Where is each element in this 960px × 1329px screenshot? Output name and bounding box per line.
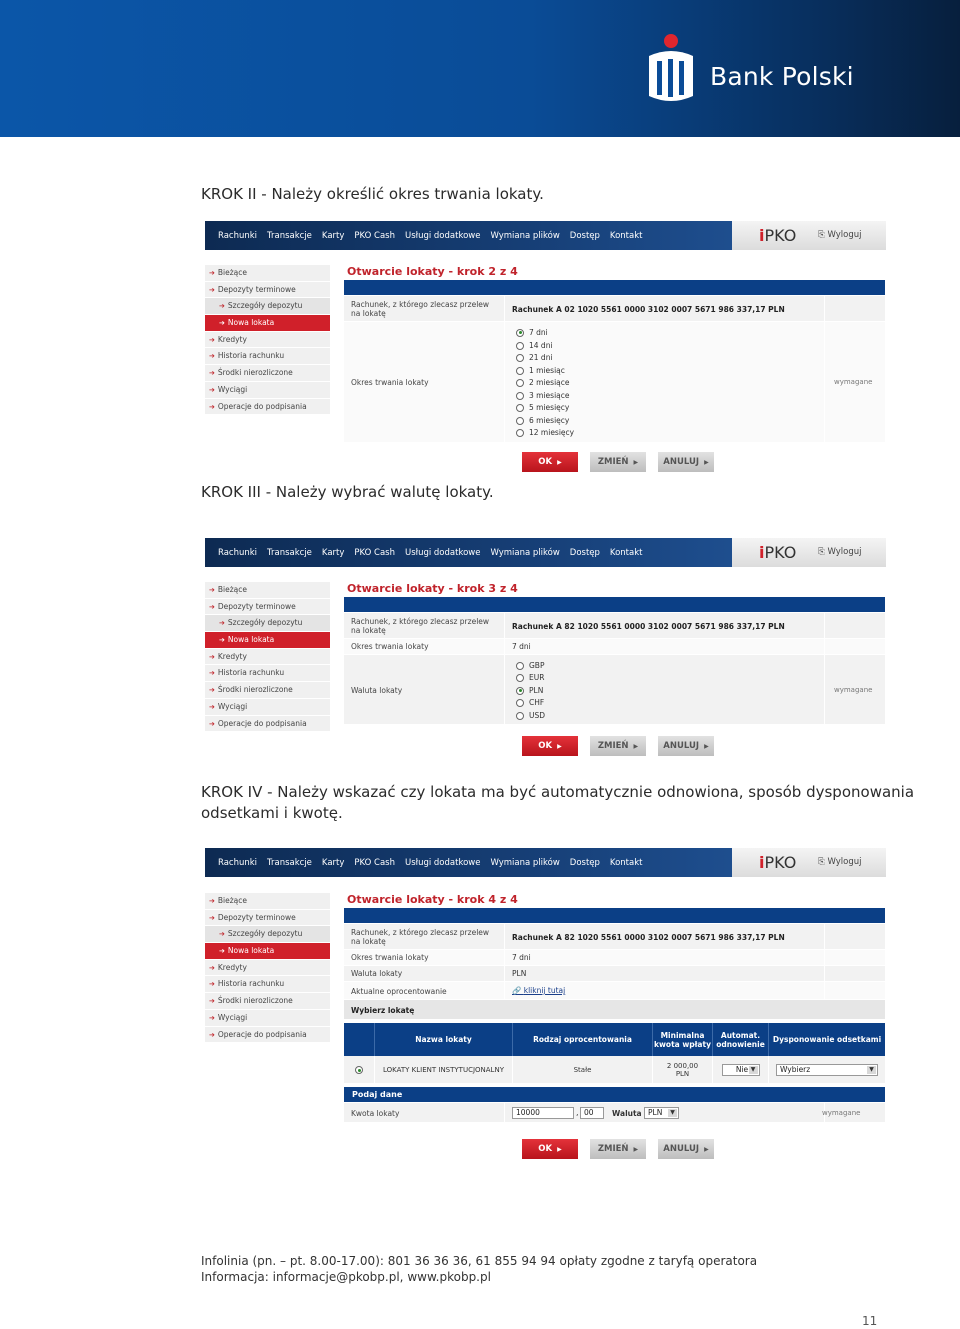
arrow-right-icon: ▶ [557, 743, 562, 750]
sidebar-item-wyciagi[interactable]: ➔ Wyciągi [205, 699, 330, 716]
amount-decimal-input[interactable]: 00 [580, 1107, 604, 1119]
nav-item-karty[interactable]: Karty [321, 230, 345, 241]
logout-link[interactable]: ⎘ Wyloguj [818, 230, 862, 240]
radio-button[interactable] [516, 687, 524, 695]
arrow-icon: ➔ [219, 930, 225, 939]
col-renewal: Automat. odnowienie [712, 1023, 768, 1056]
brand-name: Bank Polski [710, 62, 854, 91]
logout-link[interactable]: ⎘ Wyloguj [818, 547, 862, 557]
sidebar-item-nowa-lokata[interactable]: ➔ Nowa lokata [205, 315, 330, 332]
logout-icon: ⎘ [818, 547, 828, 557]
radio-usd[interactable]: USD [516, 711, 545, 720]
col-name: Nazwa lokaty [374, 1023, 512, 1056]
arrow-icon: ➔ [209, 963, 215, 972]
arrow-right-icon: ▶ [633, 743, 639, 750]
arrow-right-icon: ▶ [704, 459, 709, 466]
amount-row: Kwota lokaty 10000 , 00 Waluta PLN ▼ wymagane [344, 1103, 885, 1123]
nav-item-pko-cash[interactable]: PKO Cash [354, 230, 395, 241]
rate-link[interactable]: 🔗 kliknij tutaj [512, 986, 566, 995]
arrow-icon: ➔ [219, 947, 225, 956]
required-label: wymagane [834, 378, 873, 386]
radio-7-dni[interactable]: 7 dni [516, 328, 548, 337]
arrow-right-icon: ▶ [557, 1146, 562, 1153]
cancel-button[interactable]: ANULUJ ▶ [658, 1139, 714, 1159]
data-section-header: Podaj dane [344, 1087, 885, 1102]
form-area [344, 265, 885, 443]
currency-select[interactable]: PLN ▼ [644, 1107, 679, 1119]
arrow-icon: ➔ [219, 319, 225, 328]
logout-link[interactable]: ⎘ Wyloguj [818, 857, 862, 867]
link-icon: 🔗 [512, 986, 524, 995]
nav-item-karty[interactable]: Karty [321, 857, 345, 868]
change-button[interactable]: ZMIEŃ ▶ [590, 452, 646, 472]
footer-contact: Infolinia (pn. – pt. 8.00-17.00): 801 36 36 36, 61 855 94 94 opłaty zgodne z taryfą operatora Informacja: informacje@pkobp.pl, www.pkobp.pl [201, 1254, 758, 1284]
arrow-icon: ➔ [209, 652, 215, 661]
required-label: wymagane [822, 1109, 861, 1117]
nav-item-uslugi[interactable]: Usługi dodatkowe [405, 547, 481, 558]
chevron-down-icon: ▼ [668, 1109, 677, 1117]
nav-item-dostep[interactable]: Dostęp [569, 230, 600, 241]
sidebar-item-nowa-lokata[interactable]: ➔ Nowa lokata [205, 632, 330, 649]
nav-item-uslugi[interactable]: Usługi dodatkowe [405, 857, 481, 868]
ipko-logo: iPKO [759, 226, 797, 245]
arrow-icon: ➔ [209, 285, 215, 294]
radio-button[interactable] [516, 417, 524, 425]
interest-select[interactable]: Wybierz ▼ [776, 1064, 878, 1076]
radio-button[interactable] [516, 392, 524, 400]
top-nav [205, 221, 886, 250]
account-value: Rachunek A 82 1020 5561 0000 3102 0007 5671 986 337,17 PLN [512, 933, 785, 942]
arrow-icon: ➔ [209, 586, 215, 594]
renewal-select[interactable]: Nie ▼ [722, 1064, 760, 1076]
nav-item-wymiana[interactable]: Wymiana plików [490, 547, 560, 558]
radio-pln[interactable]: PLN [516, 686, 543, 695]
sidebar-item-kredyty[interactable]: ➔ Kredyty [205, 960, 330, 977]
nav-item-pko-cash[interactable]: PKO Cash [354, 547, 395, 558]
nav-menu [218, 848, 642, 877]
deposit-table-header [344, 1023, 885, 1056]
radio-eur[interactable]: EUR [516, 673, 544, 682]
nav-item-rachunki[interactable]: Rachunki [218, 857, 258, 868]
choose-label-row: Wybierz lokatę [344, 1000, 885, 1020]
ok-button[interactable]: OK ▶ [522, 1139, 578, 1159]
radio-button[interactable] [516, 662, 524, 670]
nav-menu [218, 221, 642, 250]
page-number: 11 [862, 1314, 878, 1328]
arrow-icon: ➔ [209, 980, 215, 989]
sidebar-item-historia[interactable]: ➔ Historia rachunku [205, 665, 330, 682]
nav-item-karty[interactable]: Karty [321, 547, 345, 558]
col-interest: Dysponowanie odsetkami [768, 1023, 885, 1056]
form-area [344, 582, 885, 727]
sidebar-item-wyciagi[interactable]: ➔ Wyciągi [205, 1010, 330, 1027]
sidebar-item-biezace[interactable]: ➔ Bieżące [205, 893, 330, 910]
radio-gbp[interactable]: GBP [516, 661, 544, 670]
arrow-icon: ➔ [219, 619, 225, 628]
sidebar-item-depozyty[interactable]: ➔ Depozyty terminowe [205, 282, 330, 299]
required-label: wymagane [834, 686, 873, 694]
form-title: Otwarcie lokaty - krok 2 z 4 [347, 265, 518, 278]
arrow-icon: ➔ [209, 1030, 215, 1039]
radio-button[interactable] [355, 1066, 363, 1074]
rate-row: Aktualne oprocentowanie 🔗 kliknij tutaj [344, 982, 885, 1000]
pko-logo-icon [646, 34, 696, 104]
arrow-right-icon: ▶ [557, 459, 562, 466]
radio-6-miesiecy[interactable]: 6 miesięcy [516, 416, 569, 425]
arrow-icon: ➔ [219, 636, 225, 645]
period-row: Okres trwania lokaty 7 dni [344, 950, 885, 966]
radio-14-dni[interactable]: 14 dni [516, 341, 553, 350]
sidebar-item-kredyty[interactable]: ➔ Kredyty [205, 332, 330, 349]
nav-item-kontakt[interactable]: Kontakt [609, 857, 643, 868]
account-row: Rachunek, z którego zlecasz przelew na lokatę Rachunek A 82 1020 5561 0000 3102 0007 5671 986 337,17 PLN [344, 613, 885, 639]
chevron-down-icon: ▼ [749, 1066, 758, 1074]
arrow-icon: ➔ [209, 369, 215, 378]
sidebar-item-szczegoly[interactable]: ➔ Szczegóły depozytu [205, 298, 330, 315]
nav-item-pko-cash[interactable]: PKO Cash [354, 857, 395, 868]
nav-menu [218, 538, 642, 567]
radio-button[interactable] [516, 367, 524, 375]
nav-item-wymiana[interactable]: Wymiana plików [490, 857, 560, 868]
radio-deposit[interactable] [355, 1066, 363, 1074]
nav-item-rachunki[interactable]: Rachunki [218, 230, 258, 241]
arrow-icon: ➔ [209, 913, 215, 922]
nav-item-dostep[interactable]: Dostęp [569, 547, 600, 558]
step3-screenshot [205, 538, 886, 730]
sidebar-item-historia[interactable]: ➔ Historia rachunku [205, 348, 330, 365]
sidebar-item-srodki[interactable]: ➔ Środki nierozliczone [205, 993, 330, 1010]
logout-icon: ⎘ [818, 230, 828, 240]
arrow-icon: ➔ [209, 719, 215, 728]
sidebar-item-kredyty[interactable]: ➔ Kredyty [205, 649, 330, 666]
radio-button[interactable] [516, 342, 524, 350]
form-title: Otwarcie lokaty - krok 4 z 4 [347, 893, 518, 906]
top-nav [205, 538, 886, 567]
arrow-icon: ➔ [209, 1013, 215, 1022]
radio-button[interactable] [516, 404, 524, 412]
deposit-min-amount: 2 000,00 PLN [652, 1056, 712, 1084]
sidebar-item-szczegoly[interactable]: ➔ Szczegóły depozytu [205, 615, 330, 632]
arrow-right-icon: ▶ [633, 1146, 639, 1153]
sidebar-item-nowa-lokata[interactable]: ➔ Nowa lokata [205, 943, 330, 960]
ok-button[interactable]: OK ▶ [522, 452, 578, 472]
arrow-icon: ➔ [209, 997, 215, 1006]
top-nav [205, 848, 886, 877]
nav-item-kontakt[interactable]: Kontakt [609, 230, 643, 241]
radio-button[interactable] [516, 674, 524, 682]
arrow-icon: ➔ [209, 669, 215, 678]
nav-item-transakcje[interactable]: Transakcje [267, 230, 312, 241]
ipko-logo: iPKO [759, 543, 797, 562]
amount-input[interactable]: 10000 [512, 1107, 574, 1119]
cancel-button[interactable]: ANULUJ ▶ [658, 736, 714, 756]
arrow-icon: ➔ [209, 402, 215, 411]
currency-row: Waluta lokaty GBP EUR PLN CHF USD wymagane [344, 655, 885, 725]
step4-heading: KROK IV - Należy wskazać czy lokata ma być automatycznie odnowiona, sposób dysponowania odsetkami i kwotę. [201, 783, 915, 822]
sidebar-item-depozyty[interactable]: ➔ Depozyty terminowe [205, 599, 330, 616]
step4-screenshot [205, 848, 886, 1133]
sidebar-item-operacje[interactable]: ➔ Operacje do podpisania [205, 399, 330, 416]
arrow-icon: ➔ [209, 385, 215, 394]
radio-5-miesiecy[interactable]: 5 miesięcy [516, 403, 569, 412]
arrow-right-icon: ▶ [704, 743, 709, 750]
arrow-icon: ➔ [209, 686, 215, 695]
sidebar [205, 582, 330, 732]
sidebar-item-szczegoly[interactable]: ➔ Szczegóły depozytu [205, 926, 330, 943]
ok-button[interactable]: OK ▶ [522, 736, 578, 756]
sidebar-item-operacje[interactable]: ➔ Operacje do podpisania [205, 716, 330, 733]
deposit-name: LOKATY KLIENT INSTYTUCJONALNY [374, 1056, 512, 1084]
radio-1-miesiac[interactable]: 1 miesiąc [516, 366, 565, 375]
sidebar-item-biezace[interactable]: ➔ Bieżące [205, 265, 330, 282]
radio-12-miesiecy[interactable]: 12 miesięcy [516, 428, 574, 437]
arrow-icon: ➔ [209, 897, 215, 905]
sidebar [205, 893, 330, 1043]
change-button[interactable]: ZMIEŃ ▶ [590, 1139, 646, 1159]
form-title: Otwarcie lokaty - krok 3 z 4 [347, 582, 518, 595]
sidebar-item-historia[interactable]: ➔ Historia rachunku [205, 976, 330, 993]
sidebar-item-operacje[interactable]: ➔ Operacje do podpisania [205, 1027, 330, 1044]
header-banner [0, 0, 960, 137]
sidebar-item-biezace[interactable]: ➔ Bieżące [205, 582, 330, 599]
account-row: Rachunek, z którego zlecasz przelew na lokatę Rachunek A 82 1020 5561 0000 3102 0007 5671 986 337,17 PLN [344, 924, 885, 950]
col-rate-type: Rodzaj oprocentowania [512, 1023, 652, 1056]
radio-2-miesiace[interactable]: 2 miesiące [516, 378, 570, 387]
chevron-down-icon: ▼ [867, 1066, 876, 1074]
radio-button[interactable] [516, 379, 524, 387]
ipko-logo: iPKO [759, 853, 797, 872]
account-row: Rachunek, z którego zlecasz przelew na lokatę Rachunek A 02 1020 5561 0000 3102 0007 5671 986 337,17 PLN [344, 296, 885, 322]
nav-item-dostep[interactable]: Dostęp [569, 857, 600, 868]
arrow-icon: ➔ [219, 302, 225, 311]
sidebar-item-srodki[interactable]: ➔ Środki nierozliczone [205, 682, 330, 699]
arrow-right-icon: ▶ [633, 459, 639, 466]
radio-button[interactable] [516, 354, 524, 362]
currency-row: Waluta lokaty PLN [344, 966, 885, 982]
arrow-icon: ➔ [209, 702, 215, 711]
radio-chf[interactable]: CHF [516, 698, 544, 707]
period-row: Okres trwania lokaty 7 dni 14 dni 21 dni 1 miesiąc 2 miesiące 3 miesiące 5 miesięcy 6 miesięcy 12 miesięcy wymagane [344, 322, 885, 443]
sidebar [205, 265, 330, 415]
nav-item-rachunki[interactable]: Rachunki [218, 547, 258, 558]
sidebar-item-wyciagi[interactable]: ➔ Wyciągi [205, 382, 330, 399]
nav-item-kontakt[interactable]: Kontakt [609, 547, 643, 558]
cancel-button[interactable]: ANULUJ ▶ [658, 452, 714, 472]
arrow-right-icon: ▶ [704, 1146, 709, 1153]
period-row: Okres trwania lokaty 7 dni [344, 639, 885, 655]
sidebar-item-srodki[interactable]: ➔ Środki nierozliczone [205, 365, 330, 382]
step2-heading: KROK II - Należy określić okres trwania lokaty. [201, 185, 544, 203]
radio-button[interactable] [516, 699, 524, 707]
step3-heading: KROK III - Należy wybrać walutę lokaty. [201, 483, 494, 501]
logout-icon: ⎘ [818, 857, 828, 867]
deposit-rate-type: Stałe [512, 1056, 652, 1084]
account-value: Rachunek A 02 1020 5561 0000 3102 0007 5671 986 337,17 PLN [512, 305, 785, 314]
sidebar-item-depozyty[interactable]: ➔ Depozyty terminowe [205, 910, 330, 927]
nav-item-transakcje[interactable]: Transakcje [267, 547, 312, 558]
arrow-icon: ➔ [209, 335, 215, 344]
radio-21-dni[interactable]: 21 dni [516, 353, 553, 362]
period-value: 7 dni [512, 642, 531, 651]
radio-button[interactable] [516, 712, 524, 720]
nav-item-uslugi[interactable]: Usługi dodatkowe [405, 230, 481, 241]
arrow-icon: ➔ [209, 352, 215, 361]
radio-3-miesiace[interactable]: 3 miesiące [516, 391, 570, 400]
form-area [344, 893, 885, 1131]
col-min-amount: Minimalna kwota wpłaty [652, 1023, 712, 1056]
arrow-icon: ➔ [209, 269, 215, 277]
nav-item-wymiana[interactable]: Wymiana plików [490, 230, 560, 241]
account-value: Rachunek A 82 1020 5561 0000 3102 0007 5671 986 337,17 PLN [512, 622, 785, 631]
step2-screenshot [205, 221, 886, 446]
radio-button[interactable] [516, 429, 524, 437]
radio-button[interactable] [516, 329, 524, 337]
table-row [344, 1056, 885, 1084]
nav-item-transakcje[interactable]: Transakcje [267, 857, 312, 868]
change-button[interactable]: ZMIEŃ ▶ [590, 736, 646, 756]
arrow-icon: ➔ [209, 602, 215, 611]
